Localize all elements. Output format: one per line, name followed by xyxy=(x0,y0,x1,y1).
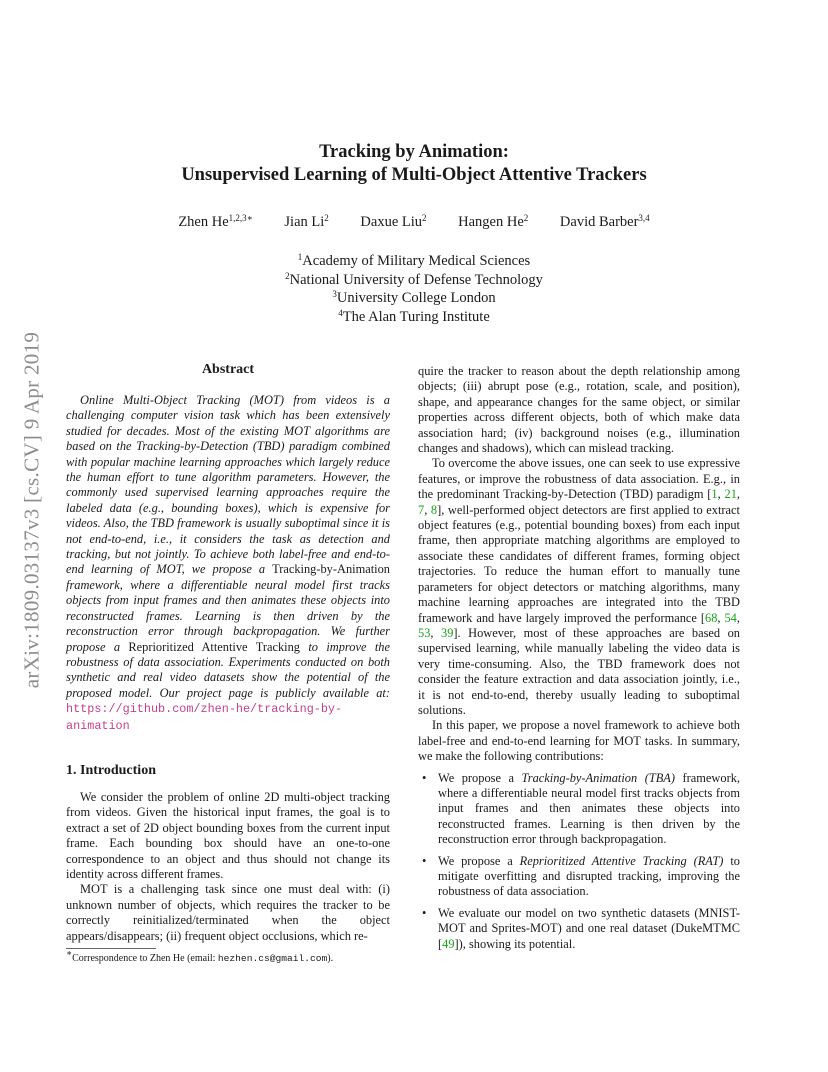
intro-paragraph-1: We consider the problem of online 2D multi-object tracking from videos. Given the historical input frames, the goal is to extract a set of 2D object bounding boxes from the current input frame. Each bounding box should have an one-to-one correspondence to an object and thus should not change its identity across different frames. xyxy=(66,790,390,882)
affiliation-1: $^1$Academy of Military Medical Sciences xyxy=(297,252,531,269)
list-item: • We propose a Tracking-by-Animation (TBA) framework, where a differentiable neural model first tracks objects from input frames and then animates these objects into reconstructed frames. Learning is then driven by the reconstruction error through backpropagation. xyxy=(422,770,740,847)
citation[interactable]: 7 xyxy=(418,502,425,517)
col2-paragraph-1: To overcome the above issues, one can seek to use expressive features, or improve the robustness of data association. E.g., in the predominant Tracking-by-Detection (TBD) paradigm [1, 21, 7, 8], well-performed object detectors are first applied to extract object features (e.g., potential bounding boxes) from each input frame, then appropriate matching algorithms are employed to associate these candidates of different frames, forming object trajectories. To reduce the human effort to manually tune parameters for object detectors or matching algorithms, many machine learning approaches are integrated into the TBD framework and have largely improved the performance [68, 54, 53, 39]. However, most of these approaches are based on supervised learning, while manually labeling the video data is very time-consuming. Also, the TBD framework does not consider the feature extraction and data association jointly, i.e., it is not end-to-end, thereby usually leading to suboptimal solutions. xyxy=(418,456,740,717)
affiliation-list xyxy=(0,252,828,326)
bullet-icon: • xyxy=(422,905,427,920)
col2-paragraph-0: quire the tracker to reason about the depth relationship among objects; (iii) abrupt pose (e.g., rotation, scale, and position), shape, and appearance changes for the same object, or similar properties across different objects, both of which make data association hard; (iv) background noises (e.g., illumination changes and shadows), which can mislead tracking. xyxy=(418,364,740,456)
author-5: David Barber$^{3,4}$ xyxy=(559,213,650,230)
affiliation-2: $^2$National University of Defense Technology xyxy=(285,270,543,288)
affiliation-4: $^4$The Alan Turing Institute xyxy=(338,307,490,325)
bullet-icon: • xyxy=(422,853,427,868)
introduction-body xyxy=(66,790,390,944)
citation[interactable]: 1 xyxy=(711,487,718,502)
citation[interactable]: 49 xyxy=(442,936,455,951)
section-heading-introduction: 1. Introduction xyxy=(66,763,156,778)
arxiv-identifier: arXiv:1809.03137v3 [cs.CV] 9 Apr 2019 xyxy=(19,331,44,689)
affiliation-3: $^3$University College London xyxy=(332,289,496,306)
list-item: • We evaluate our model on two synthetic datasets (MNIST-MOT and Sprites-MOT) and one real dataset (DukeMTMC [49]), showing its potential. xyxy=(422,905,740,951)
right-column-body xyxy=(418,364,740,958)
author-1: Zhen $He^{1,2,3∗}$ xyxy=(178,213,253,230)
contribution-list xyxy=(418,771,740,952)
citation[interactable]: 68 xyxy=(705,610,718,625)
footnote-email: hezhen.cs@gmail.com xyxy=(217,953,328,964)
intro-paragraph-2: MOT is a challenging task since one must deal with: (i) unknown number of objects, which requires the tracker to be correctly reinitialized/terminated when the object appears/disappears; (ii) frequent object occlusions, which re- xyxy=(66,882,390,943)
project-url-link[interactable]: https://github.com/zhen-he/tracking-by-animation xyxy=(66,702,343,733)
arxiv-sidebar xyxy=(12,300,52,720)
abstract-heading: Abstract xyxy=(201,362,255,377)
col2-paragraph-2: In this paper, we propose a novel framework to achieve both label-free and end-to-end learning for MOT tasks. In summary, we make the following contributions: xyxy=(418,718,740,764)
abstract-body: Online Multi-Object Tracking (MOT) from videos is a challenging computer vision task which has been extensively studied for decades. Most of the existing MOT algorithms are based on the Tracking-by-Detection (TBD) paradigm combined with popular machine learning approaches which largely reduce the human effort to tune algorithm parameters. However, the commonly used supervised learning approaches require the labeled data (e.g., bounding boxes), which is expensive for videos. Also, the TBD framework is usually suboptimal since it is not end-to-end, i.e., it considers the task as detection and tracking, but not jointly. To achieve both label-free and end-to-end learning of MOT, we propose a Tracking-by-Animation framework, where a differentiable neural model first tracks objects from input frames and then animates these objects into reconstructed frames. Learning is then driven by the reconstruction error through backpropagation. We further propose a Reprioritized Attentive Tracking to improve the robustness of data association. Experiments conducted on both synthetic and real video datasets show the potential of the proposed model. Our project page is publicly available at: https://github.com/zhen-he/tracking-by-animation xyxy=(66,393,390,733)
citation[interactable]: 53 xyxy=(418,625,431,640)
author-4: Hangen He$^2$ xyxy=(458,213,529,230)
paper-title-line-2: Unsupervised Learning of Multi-Object Attentive Trackers xyxy=(181,165,647,185)
citation[interactable]: 21 xyxy=(724,487,737,502)
bullet-icon: • xyxy=(422,770,427,785)
footnote: ∗Correspondence to Zhen He (email: hezhen.cs@gmail.com). xyxy=(66,948,334,964)
paper-title-line-1: Tracking by Animation: xyxy=(319,142,509,162)
citation[interactable]: 39 xyxy=(441,625,454,640)
citation[interactable]: 54 xyxy=(724,610,737,625)
footnote-rule xyxy=(66,948,156,949)
citation[interactable]: 8 xyxy=(430,502,438,517)
list-item: • We propose a Reprioritized Attentive Tracking (RAT) to mitigate overfitting and disrupted tracking, improving the robustness of data association. xyxy=(422,853,740,899)
author-3: Daxue Liu$^2$ xyxy=(360,213,427,230)
author-list xyxy=(0,214,828,231)
author-2: Jian Li$^2$ xyxy=(284,213,329,230)
